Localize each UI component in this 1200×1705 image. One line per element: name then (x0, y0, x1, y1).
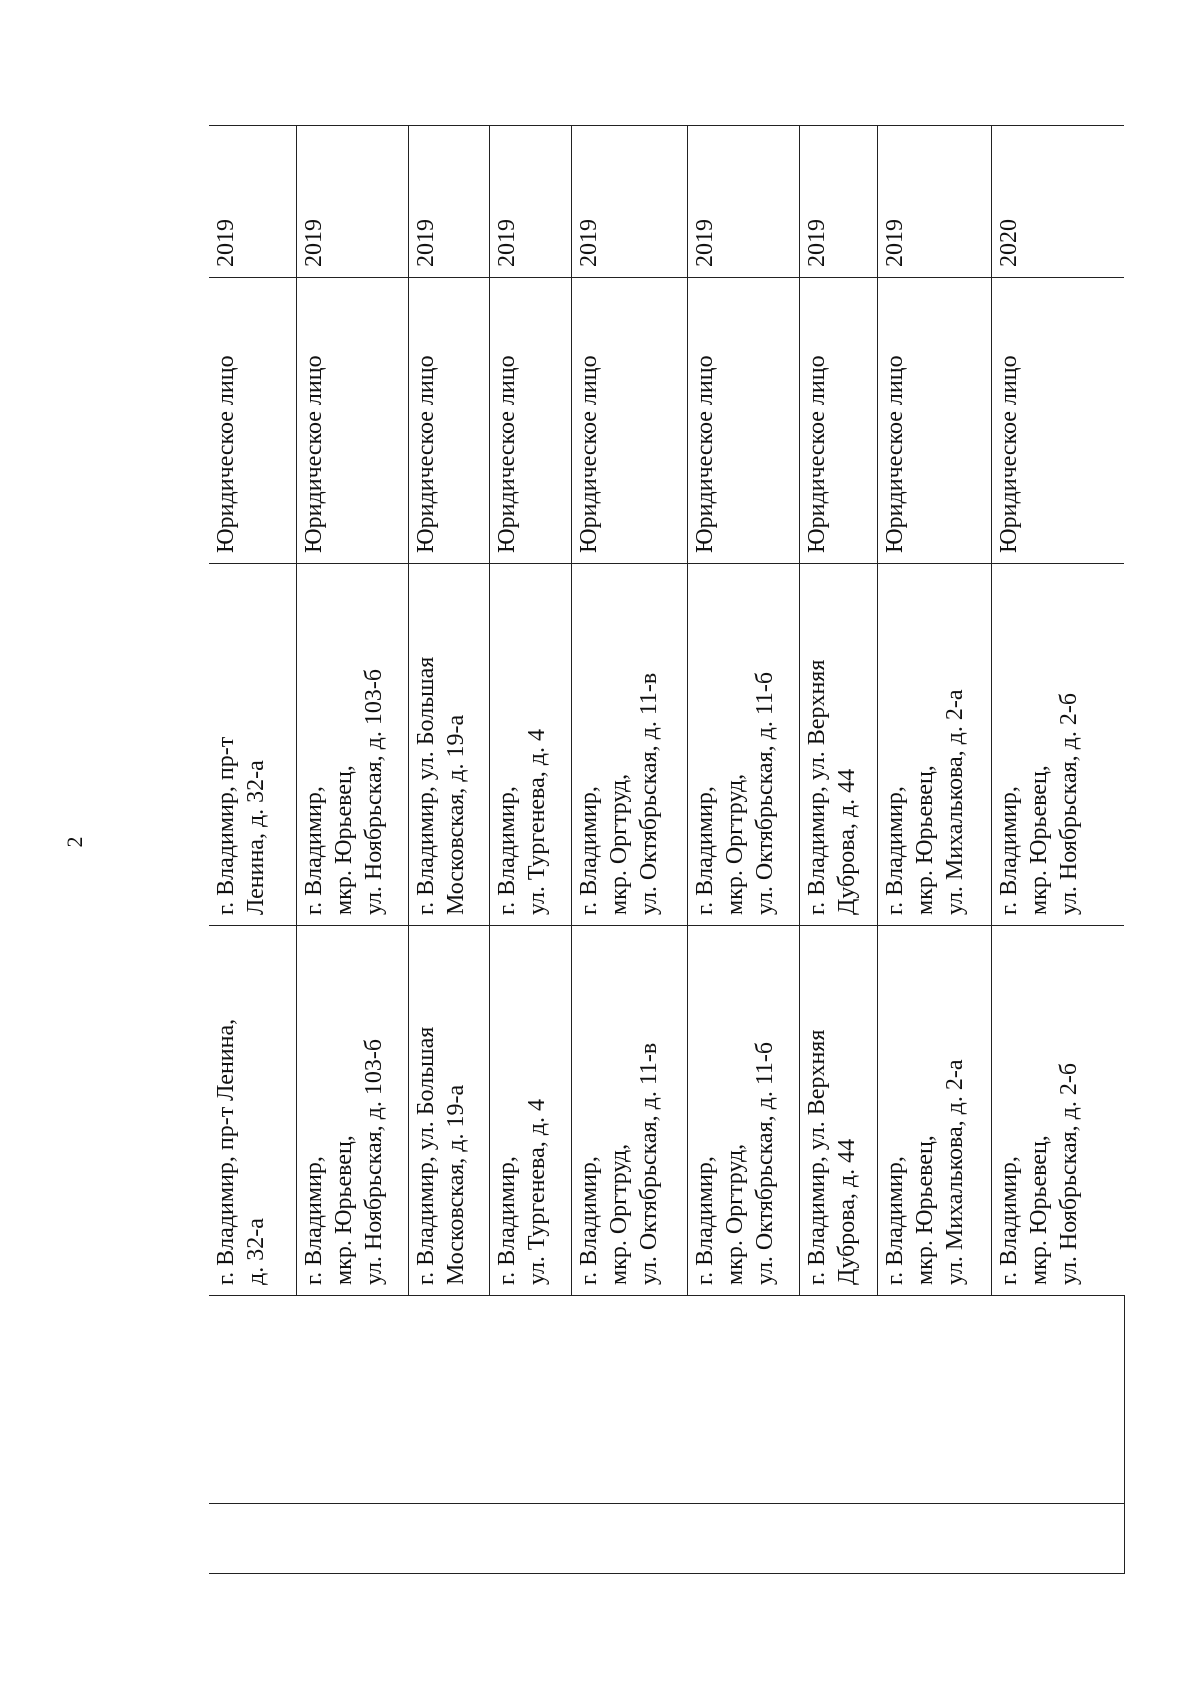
address-text: г. Владимир, мкр. Оргтруд, ул. Октябрьская, д. 11-в (575, 672, 662, 915)
address-cell-b (408, 564, 489, 926)
address-cell-b (489, 564, 571, 926)
entity-type-cell (687, 278, 799, 564)
entity-type-text: Юридическое лицо (412, 355, 439, 553)
address-cell-a (408, 926, 489, 1296)
entity-type-cell (571, 278, 687, 564)
rotated-table-wrapper (209, 126, 1124, 1574)
address-text: г. Владимир, ул. Тургенева, д. 4 (493, 1099, 550, 1285)
year-text: 2019 (300, 219, 327, 267)
address-text: г. Владимир, мкр. Оргтруд, ул. Октябрьская, д. 11-в (575, 1042, 662, 1285)
year-text: 2019 (575, 219, 602, 267)
address-cell-a (991, 926, 1124, 1296)
year-text: 2020 (995, 219, 1022, 267)
entity-type-cell (408, 278, 489, 564)
empty-column-cell (209, 1504, 1124, 1574)
entity-type-text: Юридическое лицо (881, 355, 908, 553)
page-number: 2 (62, 836, 87, 848)
address-cell-a (877, 926, 991, 1296)
year-text: 2019 (691, 219, 718, 267)
address-text: г. Владимир, ул. Большая Московская, д. 19-а (412, 1026, 469, 1285)
address-cell-b (687, 564, 799, 926)
entity-type-text: Юридическое лицо (803, 355, 830, 553)
address-text: г. Владимир, пр-т Ленина, д. 32-а (213, 736, 269, 915)
address-text: г. Владимир, мкр. Юрьевец, ул. Ноябрьская, д. 103-б (300, 668, 387, 915)
address-text: г. Владимир, ул. Верхняя Дуброва, д. 44 (803, 1029, 860, 1285)
entity-type-cell (991, 278, 1124, 564)
year-text: 2019 (493, 219, 520, 267)
year-cell (296, 126, 408, 278)
entity-type-cell (799, 278, 877, 564)
entity-type-cell (296, 278, 408, 564)
address-cell-b (296, 564, 408, 926)
address-text: г. Владимир, ул. Большая Московская, д. 19-а (412, 656, 469, 915)
year-text: 2019 (213, 219, 239, 267)
address-text: г. Владимир, ул. Тургенева, д. 4 (493, 729, 550, 915)
year-cell (408, 126, 489, 278)
address-text: г. Владимир, мкр. Юрьевец, ул. Михалькова, д. 2-а (881, 689, 968, 915)
entity-type-text: Юридическое лицо (493, 355, 520, 553)
address-cell-b (877, 564, 991, 926)
address-text: г. Владимир, ул. Верхняя Дуброва, д. 44 (803, 659, 860, 915)
year-cell (991, 126, 1124, 278)
address-text: г. Владимир, мкр. Юрьевец, ул. Ноябрьская, д. 103-б (300, 1038, 387, 1285)
entity-type-cell (877, 278, 991, 564)
year-text: 2019 (803, 219, 830, 267)
entity-type-cell (489, 278, 571, 564)
entity-type-text: Юридическое лицо (995, 355, 1022, 553)
address-cell-a (489, 926, 571, 1296)
address-cell-b (991, 564, 1124, 926)
year-cell (571, 126, 687, 278)
address-cell-a (799, 926, 877, 1296)
year-cell (799, 126, 877, 278)
address-text: г. Владимир, мкр. Оргтруд, ул. Октябрьская, д. 11-б (691, 1041, 778, 1285)
address-cell-a (571, 926, 687, 1296)
blank-column-cell (209, 1296, 1124, 1504)
year-text: 2019 (881, 219, 908, 267)
entity-type-text: Юридическое лицо (575, 355, 602, 553)
year-cell (209, 126, 296, 278)
address-text: г. Владимир, мкр. Юрьевец, ул. Михалькова, д. 2-а (881, 1059, 968, 1285)
year-text: 2019 (412, 219, 439, 267)
address-cell-a (209, 926, 296, 1296)
address-cell-a (687, 926, 799, 1296)
address-text: г. Владимир, мкр. Юрьевец, ул. Ноябрьская, д. 2-б (995, 1062, 1082, 1285)
address-cell-b (571, 564, 687, 926)
address-text: г. Владимир, мкр. Оргтруд, ул. Октябрьская, д. 11-б (691, 671, 778, 915)
year-cell (877, 126, 991, 278)
address-cell-b (209, 564, 296, 926)
address-text: г. Владимир, пр-т Ленина, д. 32-а (213, 1018, 269, 1285)
objects-table (209, 125, 1125, 1574)
address-cell-a (296, 926, 408, 1296)
entity-type-text: Юридическое лицо (691, 355, 718, 553)
year-cell (687, 126, 799, 278)
address-text: г. Владимир, мкр. Юрьевец, ул. Ноябрьская, д. 2-б (995, 692, 1082, 915)
table-row (209, 126, 296, 1574)
entity-type-text: Юридическое лицо (213, 355, 239, 553)
document-table-area (209, 126, 1124, 1574)
entity-type-text: Юридическое лицо (300, 355, 327, 553)
year-cell (489, 126, 571, 278)
entity-type-cell (209, 278, 296, 564)
address-cell-b (799, 564, 877, 926)
